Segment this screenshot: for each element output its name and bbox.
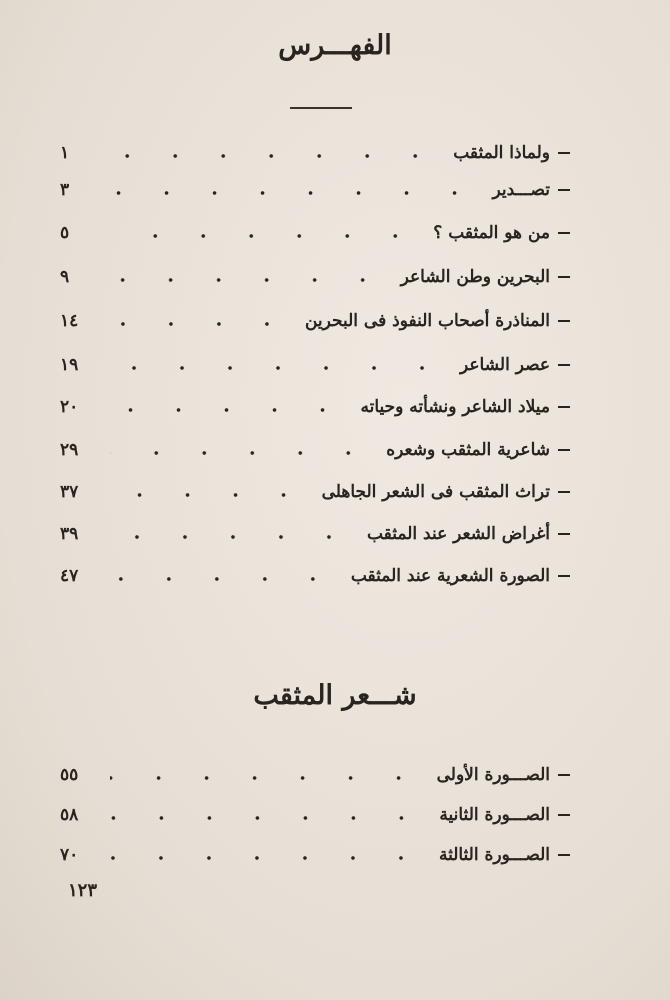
dot-leader — [110, 816, 425, 820]
entry-dash — [558, 276, 570, 278]
entry-dash — [558, 575, 570, 577]
dot-leader — [110, 366, 446, 370]
page-title: الفهـــرس — [278, 30, 392, 61]
entry-title: من هو المثقب ؟ — [433, 223, 550, 243]
toc-entry — [60, 435, 570, 465]
entry-title: ميلاد الشاعر ونشأته وحياته — [360, 397, 550, 417]
entry-title: عصر الشاعر — [460, 355, 550, 375]
entry-page: ٢٠ — [60, 397, 79, 417]
entry-page: ٢٩ — [60, 440, 79, 460]
entry-title: الصورة الشعرية عند المثقب — [350, 566, 550, 586]
entry-page: ٧٠ — [60, 845, 79, 865]
entry-dash — [558, 449, 570, 451]
dot-leader — [110, 856, 425, 860]
dot-leader — [110, 451, 372, 455]
entry-title: شاعرية المثقب وشعره — [386, 440, 550, 460]
entry-dash — [558, 814, 570, 816]
toc-entry — [60, 306, 570, 336]
dot-leader — [110, 234, 419, 238]
entry-page: ٣٧ — [60, 482, 79, 502]
entry-title: الصـــورة الثالثة — [438, 845, 550, 865]
poem-entry — [60, 800, 570, 830]
entry-dash — [558, 533, 570, 535]
dot-leader — [110, 535, 353, 539]
toc-entry — [60, 561, 570, 591]
title-underline — [290, 107, 352, 109]
dot-leader — [110, 278, 387, 282]
toc-entry — [60, 519, 570, 549]
dot-leader — [110, 577, 337, 581]
poem-entry — [60, 760, 570, 790]
entry-title: المناذرة أصحاب النفوذ فى البحرين — [304, 311, 550, 331]
toc-entry — [60, 218, 570, 248]
entry-page: ٥٥ — [60, 765, 79, 785]
entry-page: ١٤ — [60, 311, 79, 331]
entry-page: ١٩ — [60, 355, 79, 375]
entry-page: ٥ — [60, 223, 70, 243]
entry-title: تصـــدير — [492, 180, 550, 200]
dot-leader — [110, 322, 291, 326]
toc-entry — [60, 138, 570, 168]
entry-page: ١ — [60, 143, 70, 163]
entry-title: ولماذا المثقب — [453, 143, 550, 163]
toc-entry — [60, 392, 570, 422]
dot-leader — [110, 776, 423, 780]
dot-leader — [110, 493, 308, 497]
entry-page: ٣ — [60, 180, 70, 200]
entry-dash — [558, 364, 570, 366]
entry-dash — [558, 491, 570, 493]
entry-title: الصـــورة الأولى — [436, 765, 550, 785]
page-number: ١٢٣ — [68, 880, 98, 901]
entry-title: البحرين وطن الشاعر — [400, 267, 550, 287]
entry-page: ٤٧ — [60, 566, 79, 586]
entry-title: الصـــورة الثانية — [439, 805, 550, 825]
poem-entry — [60, 840, 570, 870]
entry-dash — [558, 774, 570, 776]
toc-entry — [60, 477, 570, 507]
entry-dash — [558, 320, 570, 322]
entry-page: ٣٩ — [60, 524, 79, 544]
dot-leader — [110, 154, 439, 158]
dot-leader — [110, 408, 347, 412]
entry-dash — [558, 232, 570, 234]
entry-dash — [558, 854, 570, 856]
entry-dash — [558, 189, 570, 191]
entry-page: ٥٨ — [60, 805, 79, 825]
toc-entry — [60, 262, 570, 292]
entry-dash — [558, 406, 570, 408]
entry-page: ٩ — [60, 267, 70, 287]
toc-entry — [60, 175, 570, 205]
entry-title: تراث المثقب فى الشعر الجاهلى — [321, 482, 550, 502]
entry-dash — [558, 152, 570, 154]
entry-title: أغراض الشعر عند المثقب — [366, 524, 550, 544]
dot-leader — [110, 191, 479, 195]
section-heading: شـــعر المثقب — [253, 680, 417, 711]
toc-entry — [60, 350, 570, 380]
